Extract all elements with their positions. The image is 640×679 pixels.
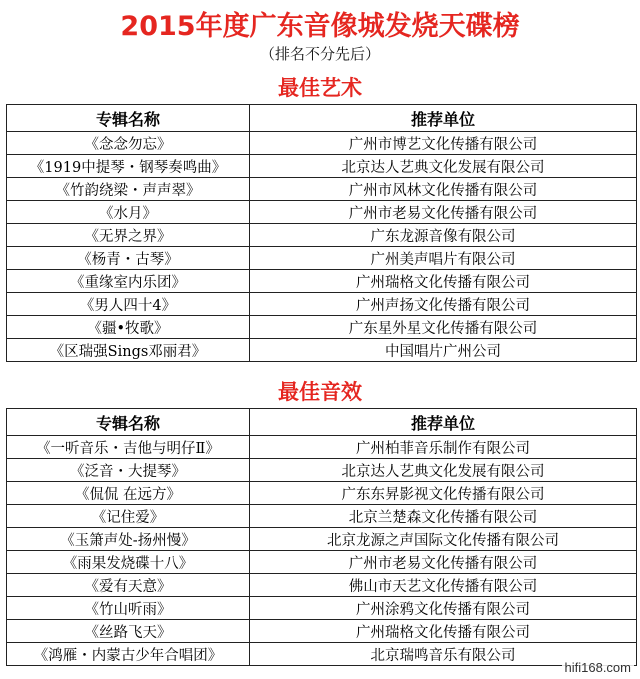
recommender-cell: 佛山市天艺文化传播有限公司 [250,574,637,597]
table-row [7,436,637,459]
album-name-cell: 《鸿雁・内蒙古少年合唱团》 [7,643,250,666]
table-header-row [7,105,637,132]
recommender-cell: 广州声扬文化传播有限公司 [250,293,637,316]
table-row [7,247,637,270]
recommender-cell: 广州瑞格文化传播有限公司 [250,270,637,293]
recommender-cell: 北京达人艺典文化发展有限公司 [250,459,637,482]
recommender-cell: 广州市风林文化传播有限公司 [250,178,637,201]
column-header-album: 专辑名称 [7,105,250,132]
album-name-cell: 《一听音乐・吉他与明仔Ⅱ》 [7,436,250,459]
album-name-cell: 《男人四十4》 [7,293,250,316]
album-name-cell: 《念念勿忘》 [7,132,250,155]
table-header-row [7,409,637,436]
table-row [7,132,637,155]
recommender-cell: 广州市老易文化传播有限公司 [250,551,637,574]
recommender-cell: 北京瑞鸣音乐有限公司 [250,643,637,666]
album-name-cell: 《丝路飞天》 [7,620,250,643]
album-name-cell: 《泛音・大提琴》 [7,459,250,482]
table-row [7,155,637,178]
watermark: hifi168.com [562,660,634,675]
recommender-cell: 广东东昇影视文化传播有限公司 [250,482,637,505]
album-name-cell: 《侃侃 在远方》 [7,482,250,505]
recommender-cell: 北京龙源之声国际文化传播有限公司 [250,528,637,551]
table-row [7,224,637,247]
recommender-cell: 广州涂鸦文化传播有限公司 [250,597,637,620]
album-name-cell: 《杨青・古琴》 [7,247,250,270]
album-name-cell: 《爱有天意》 [7,574,250,597]
album-name-cell: 《雨果发烧碟十八》 [7,551,250,574]
best-art-table [6,104,637,362]
album-name-cell: 《玉箫声处-扬州慢》 [7,528,250,551]
recommender-cell: 北京达人艺典文化发展有限公司 [250,155,637,178]
table-row [7,316,637,339]
section-heading-best-sound: 最佳音效 [278,380,362,404]
table-row [7,620,637,643]
recommender-cell: 广东龙源音像有限公司 [250,224,637,247]
recommender-cell: 广州柏菲音乐制作有限公司 [250,436,637,459]
column-header-album: 专辑名称 [7,409,250,436]
column-header-recommender: 推荐单位 [250,105,637,132]
album-name-cell: 《区瑞强Sings邓丽君》 [7,339,250,362]
album-name-cell: 《无界之界》 [7,224,250,247]
album-name-cell: 《水月》 [7,201,250,224]
table-row [7,201,637,224]
recommender-cell: 广州美声唱片有限公司 [250,247,637,270]
table-row [7,482,637,505]
recommender-cell: 北京兰楚森文化传播有限公司 [250,505,637,528]
table-row [7,597,637,620]
album-name-cell: 《疆•牧歌》 [7,316,250,339]
recommender-cell: 广州市老易文化传播有限公司 [250,201,637,224]
table-row [7,528,637,551]
section-heading-best-art: 最佳艺术 [278,76,362,100]
album-name-cell: 《记住爱》 [7,505,250,528]
page-title: 2015年度广东音像城发烧天碟榜 [120,11,520,42]
table-row [7,505,637,528]
recommender-cell: 中国唱片广州公司 [250,339,637,362]
recommender-cell: 广东星外星文化传播有限公司 [250,316,637,339]
table-row [7,551,637,574]
album-name-cell: 《竹韵绕梁・声声翠》 [7,178,250,201]
table-row [7,643,637,666]
album-name-cell: 《重缘室内乐团》 [7,270,250,293]
album-name-cell: 《1919中提琴・钢琴奏鸣曲》 [7,155,250,178]
recommender-cell: 广州瑞格文化传播有限公司 [250,620,637,643]
table-row [7,574,637,597]
table-row [7,293,637,316]
table-row [7,270,637,293]
table-row [7,459,637,482]
column-header-recommender: 推荐单位 [250,409,637,436]
best-sound-table [6,408,637,666]
page-subtitle: （排名不分先后） [259,45,380,63]
table-row [7,178,637,201]
recommender-cell: 广州市博艺文化传播有限公司 [250,132,637,155]
album-name-cell: 《竹山听雨》 [7,597,250,620]
table-row [7,339,637,362]
